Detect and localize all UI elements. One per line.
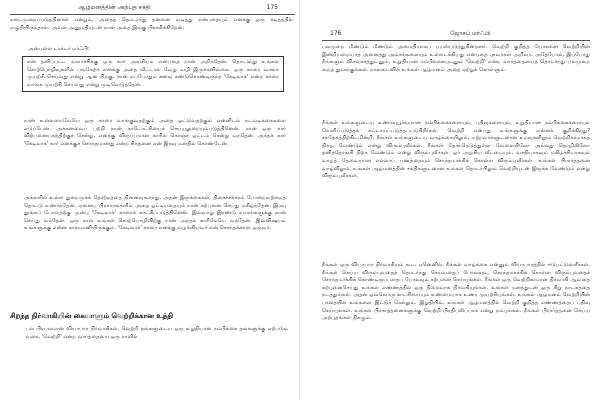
letter-paragraph-2: நான் உள்ளமைவேயே ஒரு காரை வாங்குவதற்கும் அதை ஓட்டுவதற்கும் என்னிடம் நடவடிக்கைகளை எடுப்பேன். அக்கனவைப் பற்றி நான் நாடோட்சியைச் செய்யலுறையும்படுத்தினேன். நான் ஒரு கார் விற்பனையகத்திற்குச் சென்று, எனக்கு விருப்பமான காரில் கொஞ்ச ஓட்டம் சென்று வந்தேன். அந்தக் கார் 'கேடிலாக்' கார் எனக்குச் சொந்தமானது என்ற சிந்தனை என் இரவு மனதில் கொண்டேன். [24,118,286,147]
header-rule [10,14,295,15]
paragraph-1: பலமுறை மீண்டும் மீண்டும் அமைதியாகப் பயன்படுத்துகின்றனர். வெற்றி குறித்த யோசனை வெற்றியின் இன்றியமையாத அனைத்து அம்சங்களையும் உள்ளடக்கியது என்பதை அவர்கள் அறிவர். அதேபோல், இப்போது நீங்களும் விசுவாசத்துடனும், உறுதியான நம்பிக்கையுடனும் 'வெற்றி' என்ற வார்த்தையைத் தொடர்ந்து பலமுறை கூறத் துவங்குங்கள். நாளடைவில் உங்கள் ஆழ்மனம் அதை ஏற்றுக் கொள்ளும். [322,44,590,73]
section-paragraph: பல பிரபலமான வியாபார நிர்வாகிகள், வெற்றி தங்களுடைய ஒரு உறுதியான நம்பிக்கை தங்களுக்கு ஏற்படும் வரை, 'வெற்றி' என்ற வார்த்தையை ஒரு நாளில் [26,326,288,340]
letter-greeting: அன்புள்ள டாக்டர் மர்ஃபி: [28,46,90,52]
letter-paragraph-3: அக்காரில் உள்ள துறைமுகக் தோற்றத்தை நினைவுகூர்ந்து, அதன் இருக்கைகள், திசைச்சக்கரம் போன்றவற்றைத் தொட்டு உணர்ந்தேன். ஏனைய பிரகாரங்களில் அதை ஓட்டியதையும் நான் கற்பனை செய்து மகிழ்ந்தேன். இரவு தூங்கப் போவதற்கு முன்பு 'கேடிலாக்' காரைக் காட்சிப்படுத்தினேன். இவ்வாறு இரண்டு வாரங்களுக்கு நான் செய்து வந்தேன். ஒரு நாள் உங்கள் சொற்பொழிவிற்கு நான் அந்தக் காரிலேயே வந்தேன். இவ்விஷயம் உங்களுக்கு என்ன காலமானியிருக்கும். 'கேடிலாக்' காரை எனக்கு வழங்கியவர் என் சொந்தக்காரர் ஒருவர். [24,195,286,232]
intro-paragraph: நடைமுறைப்படுத்தினாள் என்றும், அதைத் தொடர்ந்து தன்னை வடித்து என்பதையும் எனக்கு ஒரு கடிதத்தில் எழுதியிருந்தாள். அவள் அனுமதியுடன் நான் அதை இங்கு பிரசுரிக்கிறேன்: [10,17,293,31]
author-name: ஜோசப் மர்ஃபி [450,30,491,37]
header-rule [322,40,590,41]
page-number: 175 [266,4,278,11]
section-heading: சிறந்த நிர்வாகியின் கையாளும் வெற்றிக்கான உத்தி [10,312,173,320]
boxed-letter-paragraph: என் தனிப்பட்ட வளர்ச்சிக்கு ஒரு கார் அவசியம் என்பதை நான் அறிந்தேன். தொடர்ந்து உங்கள் சொற்பொழிவுகளில் பங்கேற்க எனக்கு அதை வீட்டால் வேறு வழி இருக்கவில்லை. ஒரு காரை வாங்க முயற்சி செய்வது என்று ஆன பிறகு, நான் எப்போதும் கனவு கண்டுகொண்டிருந்த 'கேடிலாக்' என்ற காரை வாங்க முயற்சி செய்வது என்று முடிவெடுத்தேன். [22,56,284,92]
paragraph-2: நீங்கள் உங்களுடைய உணர்வுபூர்வமான நம்பிக்கைகளையும், பதிவுகளையும், உறுதியான நம்பிக்கைகளையும் வெளிப்படுத்தக் கட்டாயப்படுத்தப்படுகிறீர்கள். வெற்றி என்பது உங்களுக்கு என்னக் குறிக்கிறது? சந்தேகத்திற்கிடமின்றி, நீங்கள் உங்களுடைய வாழ்க்கையிலும், மற்றவர்களுடனான உறவுகளிலும் வெற்றிகரமாகத் திகழ வேண்டும் என்று விரும்புவீர்கள். நீங்கள் தேர்ந்தெடுத்துள்ள வேலையிலோ அல்லது தொழிலிலோ தனித்தோங்கி நிற்க வேண்டும் என்று விரும்புவீர்கள். ஓர் அழகிய வீட்டையும், வசதியாகவும் மகிழ்ச்சியாகவும் வாழத் தேவையான எல்லாப் பணத்தையும் சொந்தமாக்கிக் கொள்ள விரும்புவீர்கள். உங்கள் பிரார்த்தனை வாழ்விலும், உங்கள் ஆழ்மனத்தின் சக்திகளுடனான உங்கள் தொடர்பிலும் வெற்றியுடன் இருக்க வேண்டும் என்று விரும்புவீர்கள். [322,120,590,180]
paragraph-3: நீங்கள் ஒரு வியாபார நிர்வாகியும் கூட. ஏனெனில், நீங்கள் வாழ்க்கை என்னும் வியாபாரத்தில் ஈடுபட்டுள்ளீர்கள். நீங்கள் செய்ய விரும்புவதைத் தொடர்ந்து செய்வதைப் போலவும், சொந்தமாக்கிக் கொள்ள விரும்புவதைச் சொந்தமாக்கிக் கொண்டிருப்பதைப் போலவும் கற்பனை செய்யுங்கள். நீங்கள் ஒரு வெற்றிகரமான நிர்வாகி ஆவதை கற்பனைசெய்து உங்கள் எண்ணத்தில் ஒரு நிறைவாக நிர்வகியுங்கள். உங்கள் மனத்துடன் ஒரு சிறு நாடகத்தை நடத்துங்கள். அதன் ஒவ்வொரு காட்சியையும் உண்மையாக உணர முயற்சியுங்கள். உங்கள் ஆழ்மனம் வெற்றியின் பாதையில் உங்களை இட்டுச் செல்லும். இறுதியில், உங்கள் ஆழ்மனத்தில் வெற்றி குறித்த எண்ணத்தைப் பதிவு செய்யுங்கள். உங்கள் பிரார்த்தனைகளுக்கு வெற்றி பிரதிபலிப்பாக என்று நம்புங்கள். நீங்கள் பிரார்த்தனை செய்ய அற்புதங்கள் நிகழும். [322,262,590,322]
right-page [300,0,600,400]
page-number: 176 [330,30,342,37]
book-title: ஆழ்மனத்தின் அற்புத சக்தி [78,4,151,11]
